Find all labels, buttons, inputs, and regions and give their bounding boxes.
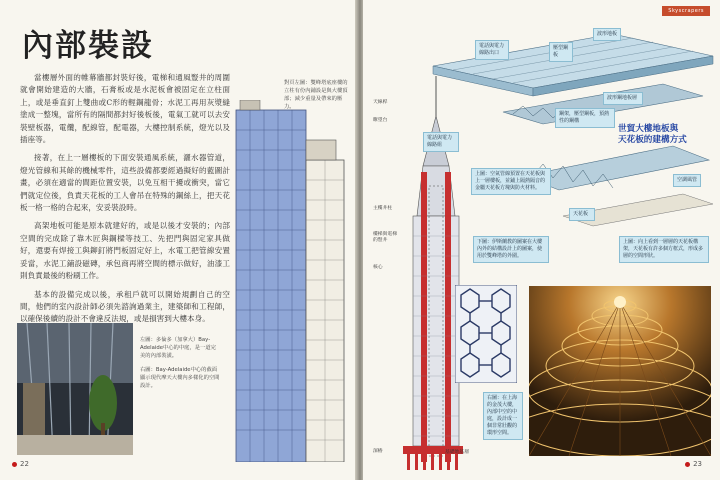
note-pattern: 下圖：伊斯蘭教的圖案在大樓內外的結構設計上的圖案，使用於雙峰塔的外圍。 <box>473 236 549 263</box>
callout-floor-deck: 壓型鋼板 <box>549 42 573 62</box>
callout-truss-joist: 鋼架，壓型鋼板，預熱性的鋼構 <box>555 108 615 128</box>
callout-phone-lines: 電話與電力線路組 <box>423 132 459 152</box>
tower-caption: 對頁左圖：雙峰塔底座樓的立柱有份內鋪設是與大樓頂部；減少重量及帶來的壓力。 <box>284 80 348 110</box>
note-lower: 上圖：向上看到一層層的天花板構架，天花板有許多個方框式，形成多層的空間形狀。 <box>619 236 709 263</box>
right-page <box>363 0 720 480</box>
callout-raised-floor: 波形地板 <box>593 28 621 41</box>
jinmao-atrium-photo <box>529 286 711 456</box>
note-interior: 右圖：在上海的金茂大樓，內部中空的中庭，設計成一個非常壯觀的環形空間。 <box>483 392 523 440</box>
roof-section-title: 世貿大樓地板與 天花板的建構方式 <box>618 124 687 145</box>
photo-caption-2: 右圖：Bay-Adelaide中心的截面顯示現代摩天大樓內多樣化的空間設計。 <box>140 367 220 389</box>
callout-ceiling-label: 天花板 <box>569 208 595 221</box>
paragraph-4: 基本的設備完成以後，承租戶就可以開始規劃自己的空間，他們的室內設計師必須先諮詢過業主，建築師和工程師，以確保後續的設計不會違反法規，或是損害到大樓本身。 <box>20 289 230 324</box>
page-dot-icon <box>12 462 17 467</box>
paragraph-1: 當樓層外面的帷幕牆都封裝好後，電梯和通風豎井的周圍就會開始建造的大牆，石膏板或是水泥板會被固定在立柱面上，或是垂直釘上雙曲或C形的輕鋼龍骨；水泥工再用灰漿縫塗成一整塊，當所有的隔間都封好後板後，電氣工就可以去安裝壁板器，電纜，配線管，配電器，大樓控制系統，燈光以及插座等。 <box>20 73 230 145</box>
callout-floor-outlet: 電話與電力線路出口 <box>475 40 509 60</box>
label-core-shaft: 主樓井柱 <box>373 206 393 211</box>
page-number-right <box>685 460 702 468</box>
atrium-photo <box>17 323 133 455</box>
label-foundation: 深樁 <box>373 449 383 454</box>
page-number-left <box>12 460 29 468</box>
label-elevator: 樓梯與電梯的豎井 <box>373 232 397 243</box>
label-tower-top: 天線桿 <box>373 100 388 105</box>
paragraph-2: 接著，在上一層樓板的下面安裝通風系統，灑水器管道，燈光管線和其餘的機械零件，這些設備都要經過擬好的藍圖計畫，必須在適當的間距位置安裝，以免互相干擾或衝突，當它們就定位後，負責天花板的工人會吊在特殊的鋼絲上，把天花板一格一格的合起來，安妥裝設時。 <box>20 153 230 213</box>
paragraph-3: 高架地板可能是原本就建好的，或是以後才安裝的；內部空間的完成除了靠木匠與鋼樑等技工、先把門與固定家具做好，還要有焊接工與鉚釘將門板固定好上，水電工把管線安置妥當，水泥工鋪設磁磚，承包商再將空間的標示做好，油漆工則負責最後的粉刷工作。 <box>20 221 230 281</box>
atrium-photo-image <box>17 323 133 455</box>
callout-upper-duct: 波形鋼地板層 <box>603 92 643 105</box>
label-core: 核心 <box>373 265 383 270</box>
photo-captions <box>140 336 220 396</box>
jinmao-atrium-image <box>529 286 711 456</box>
photo-caption-1: 左圖：多倫多（加拿大）Bay-Adelaide中心的中庭，是一道完美的內部裝潢。 <box>140 337 216 359</box>
page-number-text: 22 <box>20 460 29 468</box>
label-podium: 基礎地基層 <box>445 450 469 455</box>
note-ceiling: 上圖：空氣管線預置在天花板與上一層樓板，並鋪上隔熱隔音的金屬天花板方塊與防火材料。 <box>471 168 551 195</box>
label-observation: 瞭望台 <box>373 118 388 123</box>
islamic-pattern-drawing <box>455 285 517 383</box>
left-page <box>0 0 357 480</box>
callout-duct-right: 空調風管 <box>673 174 701 187</box>
page-dot-icon <box>685 462 690 467</box>
page-title: 內部裝設 <box>22 28 154 64</box>
page-number-text: 23 <box>693 460 702 468</box>
body-text <box>20 72 230 332</box>
section-tab: Skyscrapers <box>662 6 710 16</box>
tower-section-drawing <box>232 100 350 462</box>
